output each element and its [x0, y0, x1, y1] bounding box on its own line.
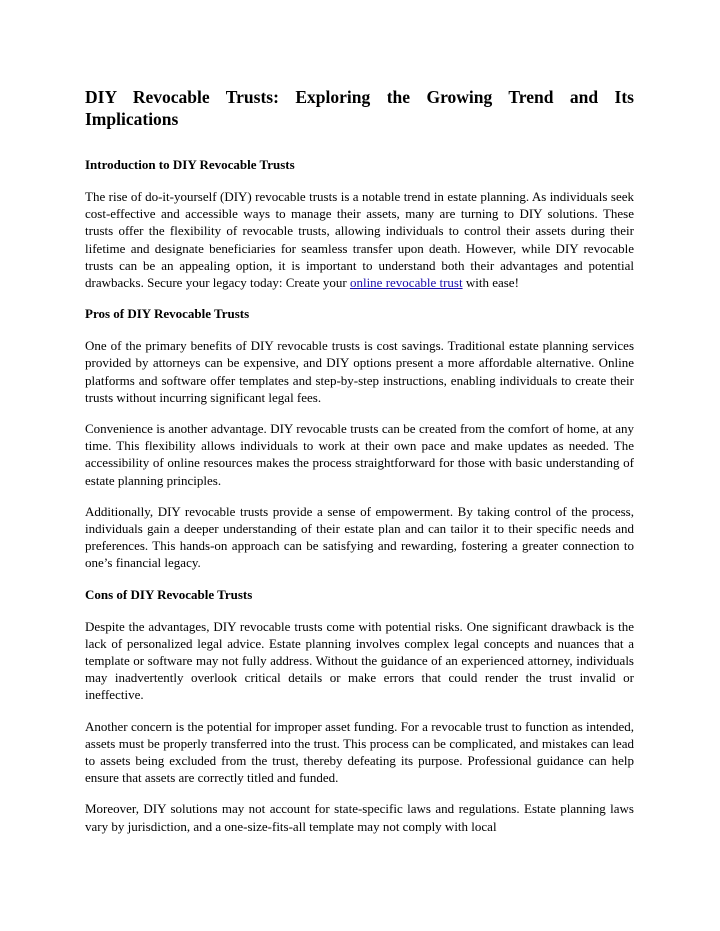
online-revocable-trust-link[interactable]: online revocable trust — [349, 275, 463, 291]
intro-text-before-link: The rise of do-it-yourself (DIY) revocable trusts is a notable trend in estate planning. As individuals seek cost-effective and accessible ways to manage their assets, many are turning to DIY solutions. These trusts offer the flexibility of revocable trusts, allowing individuals to control their assets during their lifetime and designate beneficiaries for seamless transfer upon death. However, while DIY revocable trusts can be an appealing option, it is important to understand both their advantages and potential drawbacks. Secure your legacy today: Create your — [85, 189, 634, 291]
cons-paragraph-advice: Despite the advantages, DIY revocable trusts come with potential risks. One significant drawback is the lack of personalized legal advice. Estate planning involves complex legal concepts and nuances that a template or software may not fully address. Without the guidance of an experienced attorney, individuals may inadvertently overlook critical details or make errors that could render the trust invalid or ineffective. — [85, 618, 634, 703]
section-heading-introduction: Introduction to DIY Revocable Trusts — [85, 157, 295, 172]
intro-text-after-link: with ease! — [462, 275, 519, 291]
pros-paragraph-convenience: Convenience is another advantage. DIY revocable trusts can be created from the comfort of home, at any time. This flexibility allows individuals to work at their own pace and make updates as needed. The accessibility of online resources makes the process straightforward for those with basic understanding of estate planning principles. — [85, 421, 634, 488]
cons-paragraph-state-laws: Moreover, DIY solutions may not account for state-specific laws and regulations. Estate planning laws vary by jurisdiction, and a one-size-fits-all template may not comply with local — [85, 801, 634, 834]
intro-paragraph — [85, 188, 634, 291]
section-heading-pros: Pros of DIY Revocable Trusts — [85, 306, 250, 322]
document-title: DIY Revocable Trusts: Exploring the Growing Trend and Its Implications — [85, 87, 634, 129]
pros-paragraph-cost: One of the primary benefits of DIY revocable trusts is cost savings. Traditional estate planning services provided by attorneys can be expensive, and DIY options present a more affordable alternative. Online platforms and software offer templates and step-by-step instructions, enabling individuals to create their trusts without incurring significant legal fees. — [85, 338, 634, 405]
document-page — [85, 86, 634, 849]
cons-paragraph-funding: Another concern is the potential for improper asset funding. For a revocable trust to function as intended, assets must be properly transferred into the trust. This process can be complicated, and mistakes can lead to assets being excluded from the trust, thereby defeating its purpose. Professional guidance can help ensure that assets are correctly titled and funded. — [85, 718, 634, 786]
pros-paragraph-empowerment: Additionally, DIY revocable trusts provide a sense of empowerment. By taking control of the process, individuals gain a deeper understanding of their estate plan and can tailor it to their specific needs and preferences. This hands-on approach can be satisfying and rewarding, fostering a greater connection to one’s financial legacy. — [85, 503, 634, 571]
section-heading-cons: Cons of DIY Revocable Trusts — [85, 586, 253, 602]
